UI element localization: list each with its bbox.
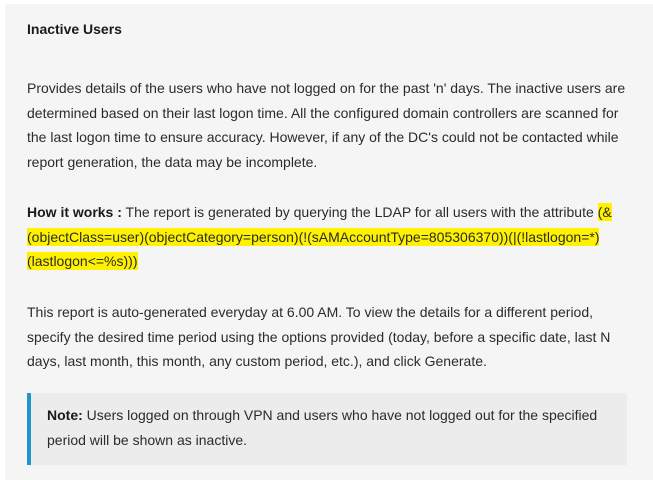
ldap-filter-highlight: (&(objectClass=user)(objectCategory=person)(!(sAMAccountType=805306370))(|(!lastlogon=*)(lastlogon<=%s))) (27, 204, 612, 269)
report-description: Provides details of the users who have not logged on for the past 'n' days. The inactive users are determined based on their last logon time. All the configured domain controllers are scanned for the last logon time to ensure accuracy. However, if any of the DC's could not be contacted while report generation, the data may be incomplete. (27, 80, 626, 170)
report-description-panel (5, 4, 653, 480)
report-title: Inactive Users (27, 21, 122, 37)
note-paragraph (47, 403, 617, 452)
how-it-works-text: The report is generated by querying the LDAP for all users with the attribute (121, 204, 598, 220)
schedule-paragraph: This report is auto-generated everyday at 6.00 AM. To view the details for a different period, specify the desired time period using the options provided (today, before a specific date, last N days, last month, this month, any custom period, etc.), and click Generate. (27, 304, 611, 369)
note-label: Note: (47, 407, 83, 423)
note-text: Users logged on through VPN and users who have not logged out for the specified period will be shown as inactive. (47, 407, 598, 448)
note-callout (27, 393, 627, 465)
how-it-works-label: How it works : (27, 204, 122, 220)
how-it-works-paragraph (27, 200, 637, 274)
